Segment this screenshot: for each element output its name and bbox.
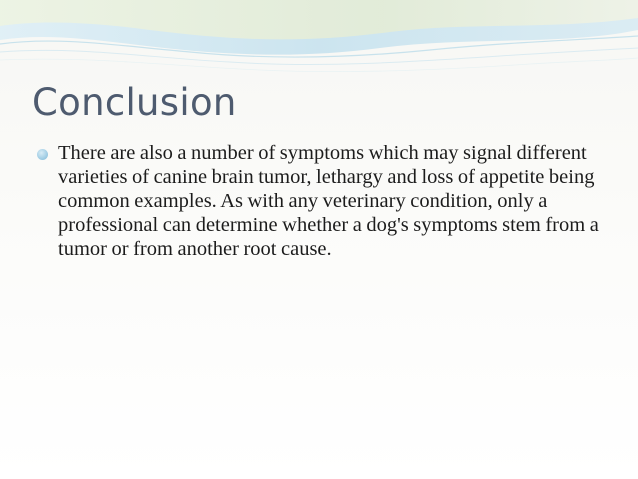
circle-bullet-icon: [37, 149, 48, 160]
bullet-list: [36, 141, 606, 261]
bullet-text: There are also a number of symptoms which may signal different varieties of canine brain tumor, lethargy and loss of appetite being common examples. As with any veterinary condition, only a professional can determine whether a dog's symptoms stem from a tumor or from another root cause.: [58, 142, 599, 260]
slide-title: Conclusion: [32, 81, 237, 124]
top-wave-decoration: [0, 0, 638, 82]
bullet-item: [36, 141, 606, 261]
